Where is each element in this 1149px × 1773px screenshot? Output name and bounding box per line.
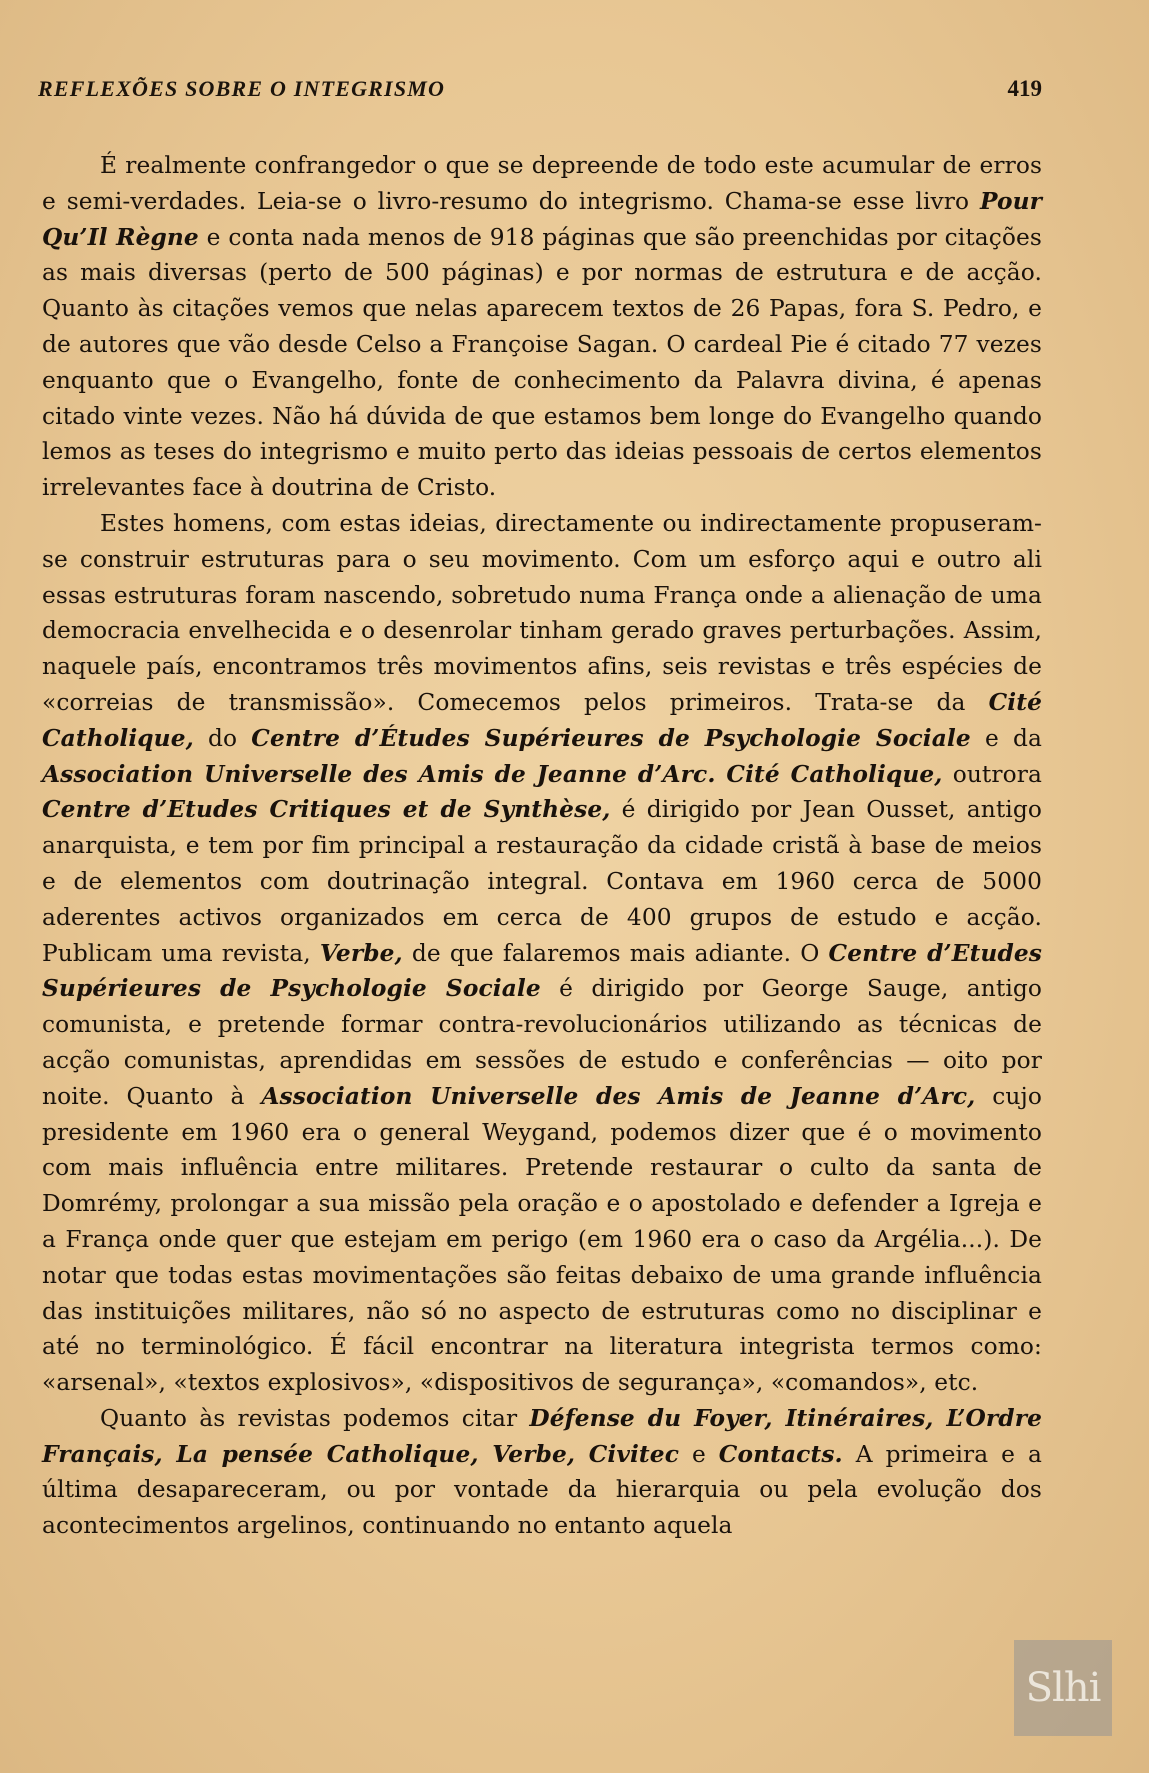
italic-title-run: Défense du Foyer, Itinéraires, L’Ordre Français, La pensée Catholique, Verbe, Civitec — [42, 1404, 1042, 1468]
text-run: cujo presidente em 1960 era o general Weygand, podemos dizer que é o movimento com mais influência entre militares. Pretende restaurar o culto da santa de Domrémy, prolongar a sua missão pela oração e o apostolado e defender a Igreja e a França onde quer que estejam em perigo (em 1960 era o caso da Argélia...). De notar que todas estas movimentações são feitas debaixo de uma grande influência das instituições militares, não só no aspecto de estruturas como no disciplinar e até no terminológico. É fácil encontrar na literatura integrista termos como: «arsenal», «textos explosivos», «dispositivos de segurança», «comandos», etc. — [42, 1082, 1042, 1397]
italic-title-run: Pour Qu’Il Règne — [42, 187, 1042, 251]
text-run: Estes homens, com estas ideias, directamente ou indirectamente propuseram-se construir estruturas para o seu movimento. Com um esforço aqui e outro ali essas estruturas foram nascendo, sobretudo numa França onde a alienação de uma democracia envelhecida e o desenrolar tinham gerado graves perturbações. Assim, naquele país, encontramos três movimentos afins, seis revistas e três espécies de «correias de transmissão». Comecemos pelos primeiros. Trata-se da — [42, 509, 1042, 716]
italic-title-run: Association Universelle des Amis de Jeanne d’Arc, — [261, 1082, 976, 1110]
text-run: outrora — [942, 760, 1042, 788]
text-run: Quanto às revistas podemos citar — [100, 1404, 530, 1432]
text-run: é dirigido por Jean Ousset, antigo anarquista, e tem por fim principal a restauração da cidade cristã à base de meios e de elementos com doutrinação integral. Contava em 1960 cerca de 5000 aderentes activos organizados em cerca de 400 grupos de estudo e acção. Publicam uma revista, — [42, 796, 1042, 967]
text-run: é dirigido por George Sauge, antigo comunista, e pretende formar contra-revolucionários utilizando as técnicas de acção comunistas, aprendidas em sessões de estudo e conferências — oito por noite. Quanto à — [42, 975, 1043, 1110]
paragraph-3 — [42, 1401, 1042, 1544]
text-run: A primeira e a última desapareceram, ou por vontade da hierarquia ou pela evolução dos acontecimentos argelinos, continuando no entanto aquela — [42, 1440, 1043, 1540]
paragraph-2 — [42, 506, 1042, 1401]
italic-title-run: Contacts. — [718, 1440, 843, 1468]
italic-title-run: Centre d’Études Supérieures de Psychologie Sociale — [251, 724, 971, 752]
body-text — [42, 148, 1042, 1544]
logo-text: Slhi — [1025, 1665, 1101, 1711]
italic-title-run: Centre d’Etudes Supérieures de Psychologie Sociale — [42, 939, 1042, 1003]
text-run: de que falaremos mais adiante. O — [402, 939, 829, 967]
italic-title-run: Verbe, — [319, 939, 403, 967]
library-logo — [1014, 1640, 1112, 1736]
text-run: e conta nada menos de 918 páginas que são preenchidas por citações as mais diversas (perto de 500 páginas) e por normas de estrutura e de acção. Quanto às citações vemos que nelas aparecem textos de 26 Papas, fora S. Pedro, e de autores que vão desde Celso a Françoise Sagan. O cardeal Pie é citado 77 vezes enquanto que o Evangelho, fonte de conhecimento da Palavra divina, é apenas citado vinte vezes. Não há dúvida de que estamos bem longe do Evangelho quando lemos as teses do integrismo e muito perto das ideias pessoais de certos elementos irrelevantes face à doutrina de Cristo. — [42, 223, 1042, 502]
page-header — [38, 76, 1044, 110]
text-run: e — [679, 1440, 719, 1468]
italic-title-run: Cité Catholique, — [42, 688, 1042, 752]
page-number: 419 — [1007, 76, 1042, 101]
text-run: É realmente confrangedor o que se depreende de todo este acumular de erros e semi-verdades. Leia-se o livro-resumo do integrismo. Chama-se esse livro — [42, 152, 1042, 215]
italic-title-run: Centre d’Etudes Critiques et de Synthèse, — [42, 796, 611, 824]
text-run: do — [193, 724, 252, 752]
running-title: REFLEXÕES SOBRE O INTEGRISMO — [38, 76, 446, 101]
italic-title-run: Association Universelle des Amis de Jeanne d’Arc. Cité Catholique, — [42, 760, 943, 788]
text-run: e da — [970, 724, 1042, 752]
paragraph-1 — [42, 148, 1042, 506]
